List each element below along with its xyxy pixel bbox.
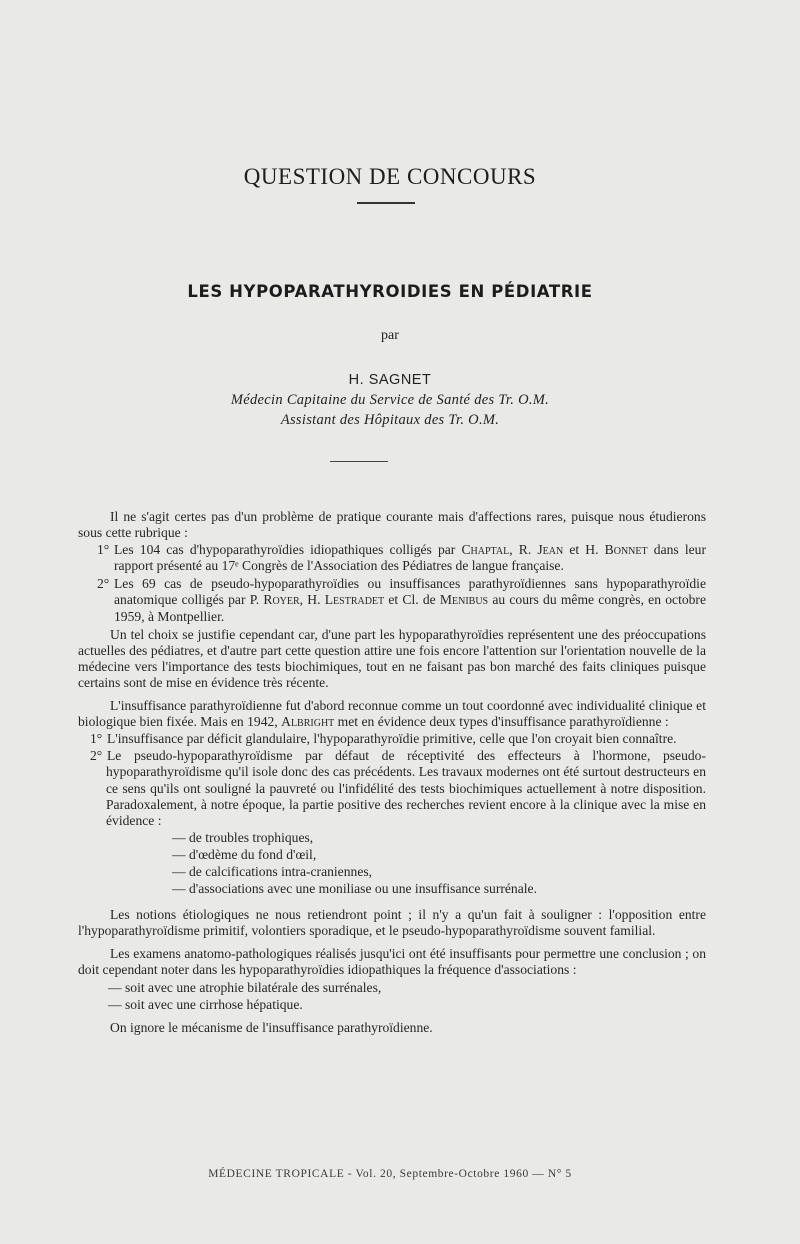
spacer xyxy=(78,898,706,907)
heading-rule xyxy=(357,202,415,204)
author-name: H. SAGNET xyxy=(348,372,432,388)
paragraph-choice: Un tel choix se justifie cependant car, d'une part les hypoparathyroïdies représentent une des préoccupations actuelles des pédiatres, et d'autre part cette question attire une fois encore l'attention sur l'orientation nouvelle de la médecine vers l'importance des tests biochimiques, tout en ne faisant pas bon marché des faits cliniques puisque certains sont de mise en évidence très récente. xyxy=(78,626,706,690)
author-name-inline: Jean xyxy=(537,542,564,558)
item-text: , H. xyxy=(299,592,325,608)
item-text: L'insuffisance par déficit glandulaire, l'hypoparathyroïdie primitive, celle que l'on croyait bien connaître. xyxy=(107,731,677,747)
author-name-inline: Bonnet xyxy=(604,542,648,558)
dash-item: — d'œdème du fond d'œil, xyxy=(172,846,317,862)
page-footer: MÉDECINE TROPICALE - Vol. 20, Septembre-Octobre 1960 — N° 5 xyxy=(208,1168,572,1180)
author-name-inline: Menibus xyxy=(439,592,489,608)
paragraph-etiology: Les notions étiologiques ne nous retiendront point ; il n'y a qu'un fait à souligner : l'opposition entre l'hypoparathyroïdisme primitif, volontiers sporadique, et le pseudo-hypoparathyroïdisme souvent familial. xyxy=(78,907,706,939)
author-affiliation-2: Assistant des Hôpitaux des Tr. O.M. xyxy=(280,412,500,428)
list-item-2 xyxy=(78,576,706,624)
item-text: dans leur rapport présenté au 17ᵉ Congrès de l'Association des Pédiatres de langue française. xyxy=(114,542,706,574)
list-number: 2° xyxy=(90,748,103,764)
type-item-1 xyxy=(78,731,706,747)
section-heading: QUESTION DE CONCOURS xyxy=(243,164,537,189)
list-number: 2° xyxy=(97,576,110,592)
list-number: 1° xyxy=(97,542,110,558)
item-text: au cours du même congrès, en octobre 1959, à Montpellier. xyxy=(114,592,706,624)
separator-rule xyxy=(330,461,388,462)
paragraph-mechanism: On ignore le mécanisme de l'insuffisance parathyroïdienne. xyxy=(110,1019,433,1035)
list-number: 1° xyxy=(90,731,103,747)
article-body xyxy=(78,509,706,1037)
paragraph-albright xyxy=(78,698,706,730)
author-name-inline: Chaptal xyxy=(461,542,510,558)
type-item-2 xyxy=(78,748,706,828)
dash-item: — d'associations avec une moniliase ou une insuffisance surrénale. xyxy=(172,881,537,897)
item-text: , R. xyxy=(509,542,538,558)
byline-par: par xyxy=(381,328,399,343)
dash-item: — de calcifications intra-craniennes, xyxy=(172,863,373,879)
article-title: LES HYPOPARATHYROIDIES EN PÉDIATRIE xyxy=(187,282,593,301)
dash-item: — de troubles trophiques, xyxy=(172,829,314,845)
item-text: et Cl. de xyxy=(384,592,440,608)
paragraph-anatomy: Les examens anatomo-pathologiques réalisés jusqu'ici ont été insuffisants pour permettre une conclusion ; on doit cependant noter dans les hypoparathyroïdies idiopathiques la fréquence d'associations : xyxy=(78,946,706,978)
dash-item: — soit avec une atrophie bilatérale des surrénales, xyxy=(108,979,382,995)
author-name-inline: Albright xyxy=(281,714,335,730)
dash-item: — soit avec une cirrhose hépatique. xyxy=(108,996,303,1012)
author-name-inline: Royer xyxy=(263,592,300,608)
list-item-1 xyxy=(78,542,706,574)
item-text: Le pseudo-hypoparathyroïdisme par défaut de réceptivité des effecteurs à l'hormone, pseudo-hypoparathyroïdisme qu'il isole donc des cas précédents. Les travaux modernes ont été surtout destructeurs en ce sens qu'ils ont souligné la pauvreté ou l'infidélité des tests biochimiques actuellement à notre disposition. Paradoxalement, à notre époque, la partie positive des recherches revient encore à la clinique avec la mise en évidence : xyxy=(106,748,706,828)
item-text: Les 104 cas d'hypoparathyroïdies idiopathiques colligés par xyxy=(114,542,462,558)
paragraph-text: L'insuffisance parathyroïdienne fut d'abord reconnue comme un tout coordonné avec individualité clinique et biologique bien fixée. Mais en 1942, xyxy=(78,698,706,730)
item-text: et H. xyxy=(563,542,605,558)
item-text: Les 69 cas de pseudo-hypoparathyroïdies ou insuffisances parathyroïdiennes sans hypoparathyroïdie anatomique colligés par P. xyxy=(114,576,706,608)
author-affiliation-1: Médecin Capitaine du Service de Santé des Tr. O.M. xyxy=(230,392,550,408)
paragraph-text: met en évidence deux types d'insuffisance parathyroïdienne : xyxy=(334,714,669,730)
author-name-inline: Lestradet xyxy=(324,592,385,608)
intro-paragraph: Il ne s'agit certes pas d'un problème de pratique courante mais d'affections rares, puisque nous étudierons sous cette rubrique : xyxy=(78,509,706,541)
